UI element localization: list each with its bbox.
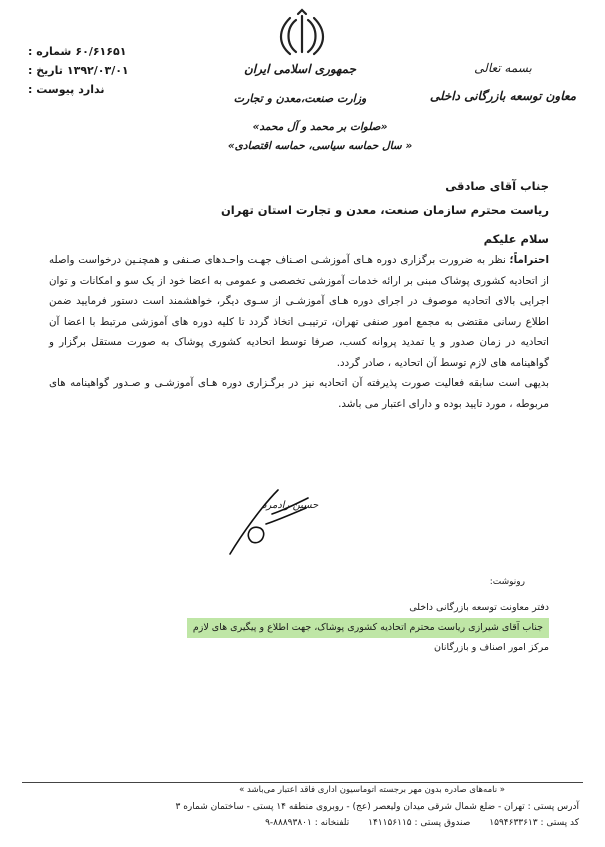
meta-date-label: تاریخ : [28, 64, 63, 77]
body-paragraph-1-text: نظر به ضرورت برگزاری دوره هـای آموزشـی اصـناف جهـت واحـدهای صـنفی و همچنـین درخواست واصله از اتحادیه کشوری پوشاک مبنی بر ارائه خدمات آموزشی تخصصی و عمومی به اعضا خود از یک سو و امکانات و توان اجرایی بالای اتحادیه موصوف در اجرای دوره هـای آموزشـی از سـوی دیگر، خواهشمند است دستور فرمایید ضمن اطلاع رسانی مقتضی به مجمع امور صنفی تهران، ترتیبـی اتخاذ گردد تا کلیه دوره های آموزشی مرتبط با اعضا آن اتحادیه در زمان صدور و یا تمدید پروانه کسب، صرفا توسط اتحادیه کشوری پوشاک به صورت مستقل برگزار و گواهینامه های لازم توسط آن اتحادیه ، صادر گردد. [49, 254, 549, 369]
meta-date-value: ۱۳۹۲/۰۳/۰۱ [66, 64, 129, 77]
greeting: سلام علیکم [483, 232, 549, 246]
recipient-title: ریاست محترم سازمان صنعت، معدن و تجارت استان تهران [220, 203, 549, 217]
meta-number-value: ۶۰/۶۱۶۵۱ [75, 45, 127, 58]
handwritten-signature-icon [222, 484, 312, 560]
body-paragraph-1 [49, 250, 549, 373]
salawat-line: «صلوات بر محمد و آل محمد» [252, 121, 388, 133]
header-office-block [423, 58, 583, 106]
footer-divider [22, 782, 583, 783]
bismillah-text: بسمه تعالی [474, 61, 532, 75]
cc-list [49, 598, 549, 658]
meta-attachment-label: پیوست : [28, 83, 75, 96]
meta-date-row [28, 61, 168, 80]
recipient-name: جناب آقای صادقی [445, 179, 549, 193]
country-name: جمهوری اسلامی ایران [243, 62, 357, 76]
cc-highlighted-text: جناب آقای شیرازی ریاست محترم اتحادیه کشوری پوشاک، جهت اطلاع و پیگیری های لازم [187, 618, 549, 638]
body-paragraph-2: بدیهی است سابقه فعالیت صورت پذیرفته آن اتحادیه نیز در برگـزاری دوره هـای آموزشـی و صـدور گواهینامه های مربوطه ، مورد تایید بوده و دارای اعتبار می باشد. [49, 377, 549, 410]
footer-postal-code: کد پستی : ۱۵۹۴۶۳۳۶۱۳ [489, 818, 579, 828]
meta-attachment-value: ندارد [78, 83, 105, 96]
office-name: معاون توسعه بازرگانی داخلی [429, 89, 577, 103]
cc-item-highlighted [49, 618, 549, 638]
signature-name: حسین رادمرد [262, 500, 319, 511]
meta-number-row [28, 42, 168, 61]
letter-meta [28, 42, 168, 99]
footer-phone: تلفنخانه : ۸۸۸۹۳۸۰۱-۹ [265, 818, 350, 828]
iran-emblem-icon [276, 8, 328, 60]
footer-contact [19, 816, 579, 830]
footer-note: « نامه‌های صادره بدون مهر برجسته اتوماسیون اداری فاقد اعتبار می‌باشد » [239, 785, 505, 795]
slogan-block [200, 118, 440, 156]
cc-item: دفتر معاونت توسعه بازرگانی داخلی [409, 602, 549, 613]
body-lead: احتراماً؛ [509, 254, 549, 266]
meta-attachment-row [28, 80, 168, 99]
footer-po-box: صندوق پستی : ۱۴۱۱۵۶۱۱۵ [368, 818, 471, 828]
letter-body [49, 250, 549, 414]
meta-number-label: شماره : [28, 45, 72, 58]
year-slogan-line: « سال حماسه سیاسی، حماسه اقتصادی» [227, 140, 413, 152]
ministry-name: وزارت صنعت،معدن و تجارت [233, 92, 367, 105]
recipient-block [49, 174, 549, 222]
header-ministry-block [200, 60, 400, 108]
footer-address: آدرس پستی : تهران - ضلع شمال شرقی میدان ولیعصر (عج) - روبروی منطقه ۱۴ پستی - ساختمان شماره ۳ [175, 802, 579, 812]
cc-item: مرکز امور اصناف و بازرگانان [434, 642, 549, 653]
cc-title: رونوشت: [489, 577, 525, 587]
